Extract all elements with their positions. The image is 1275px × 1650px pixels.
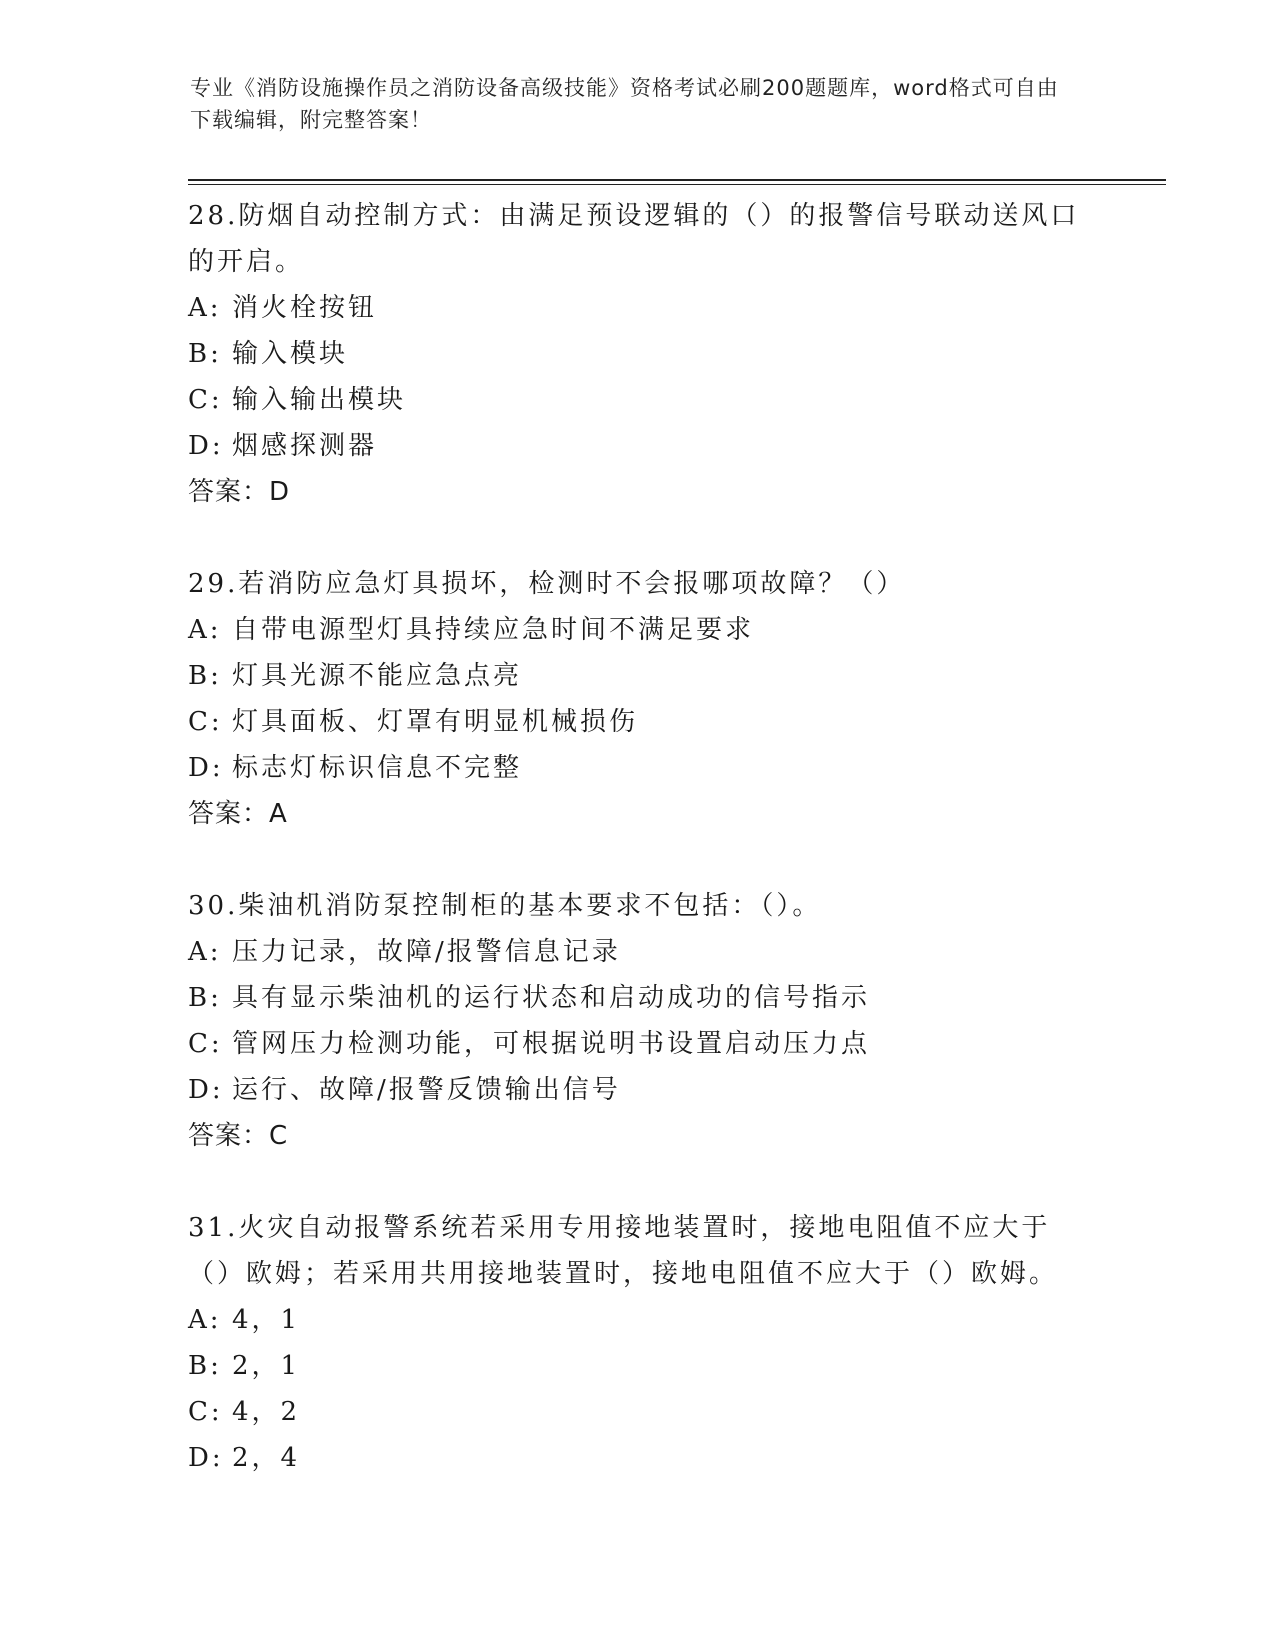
option-b (188, 975, 1088, 1021)
question-stem: 30.柴油机消防泵控制柜的基本要求不包括：（）。 (188, 891, 822, 921)
question-31 (188, 1205, 1088, 1481)
answer-line: 答案：C (188, 1121, 289, 1151)
option-text: 4，1 (232, 1305, 301, 1335)
option-letter: A: (188, 615, 222, 645)
question-list (188, 193, 1088, 1527)
question-stem: 28.防烟自动控制方式：由满足预设逻辑的（）的报警信号联动送风口的开启。 (188, 201, 1080, 277)
option-letter: D: (188, 1075, 224, 1105)
option-d (188, 1067, 1088, 1113)
option-b (188, 331, 1088, 377)
option-c (188, 699, 1088, 745)
option-text: 具有显示柴油机的运行状态和启动成功的信号指示 (232, 983, 871, 1013)
option-text: 消火栓按钮 (232, 293, 378, 323)
option-text: 自带电源型灯具持续应急时间不满足要求 (232, 615, 755, 645)
option-text: 4，2 (232, 1397, 301, 1427)
answer-line: 答案：D (188, 477, 291, 507)
option-text: 输入模块 (232, 339, 349, 369)
option-letter: B: (188, 661, 222, 691)
option-letter: B: (188, 339, 222, 369)
option-letter: C: (188, 1029, 223, 1059)
option-a (188, 929, 1088, 975)
option-d (188, 423, 1088, 469)
option-letter: B: (188, 983, 222, 1013)
option-a (188, 285, 1088, 331)
option-a (188, 1297, 1088, 1343)
option-letter: C: (188, 1397, 223, 1427)
question-stem: 31.火灾自动报警系统若采用专用接地装置时，接地电阻值不应大于（）欧姆；若采用共用接地装置时，接地电阻值不应大于（）欧姆。 (188, 1213, 1059, 1289)
option-text: 灯具面板、灯罩有明显机械损伤 (232, 707, 639, 737)
option-text: 压力记录，故障/报警信息记录 (232, 937, 621, 967)
option-text: 运行、故障/报警反馈输出信号 (232, 1075, 621, 1105)
option-letter: D: (188, 431, 224, 461)
option-b (188, 653, 1088, 699)
option-text: 灯具光源不能应急点亮 (232, 661, 523, 691)
question-30 (188, 883, 1088, 1159)
option-text: 2，4 (232, 1443, 301, 1473)
option-letter: C: (188, 385, 223, 415)
option-letter: A: (188, 1305, 222, 1335)
option-letter: C: (188, 707, 223, 737)
option-text: 2，1 (232, 1351, 301, 1381)
header-divider-thin (188, 184, 1166, 185)
option-letter: D: (188, 1443, 224, 1473)
option-c (188, 1389, 1088, 1435)
option-b (188, 1343, 1088, 1389)
option-letter: D: (188, 753, 224, 783)
answer-line: 答案：A (188, 799, 288, 829)
option-c (188, 377, 1088, 423)
question-29 (188, 561, 1088, 837)
option-letter: A: (188, 937, 222, 967)
option-text: 烟感探测器 (232, 431, 378, 461)
option-c (188, 1021, 1088, 1067)
option-letter: B: (188, 1351, 222, 1381)
header-divider (188, 179, 1166, 181)
option-d (188, 1435, 1088, 1481)
option-text: 输入输出模块 (232, 385, 407, 415)
document-header: 专业《消防设施操作员之消防设备高级技能》资格考试必刷200题题库，word格式可自由下载编辑，附完整答案！ (190, 76, 1059, 132)
option-d (188, 745, 1088, 791)
option-text: 标志灯标识信息不完整 (232, 753, 523, 783)
option-text: 管网压力检测功能，可根据说明书设置启动压力点 (232, 1029, 871, 1059)
option-letter: A: (188, 293, 222, 323)
option-a (188, 607, 1088, 653)
question-28 (188, 193, 1088, 515)
question-stem: 29.若消防应急灯具损坏，检测时不会报哪项故障？（） (188, 569, 906, 599)
